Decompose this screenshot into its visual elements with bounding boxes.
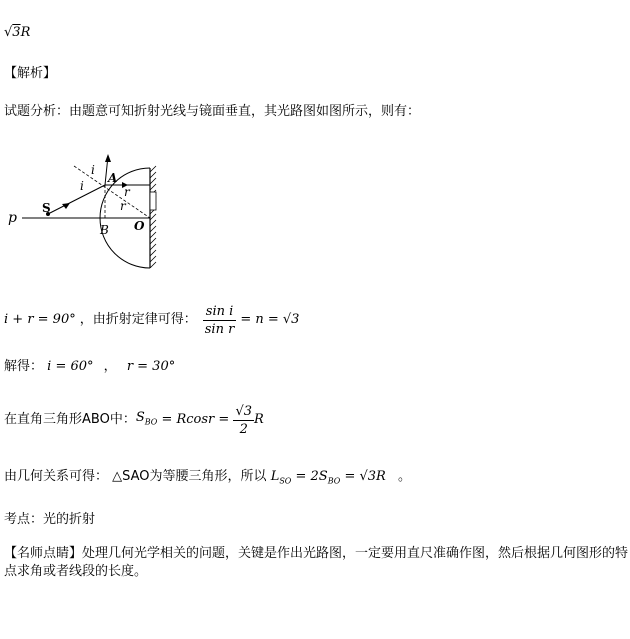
label-i-mid: i [80, 179, 84, 193]
geometry-eq: = 2S [291, 469, 328, 484]
triangle-line [4, 400, 264, 440]
geometry-L: L [270, 469, 280, 484]
triangle-label: 在直角三角形ABO中： [4, 412, 136, 427]
triangle-mid: = Rcosr = [157, 412, 234, 427]
triangle-den: 2 [239, 421, 248, 437]
answer-line [4, 24, 30, 42]
solve-line [4, 358, 175, 376]
analysis-intro: 试题分析：由题意可知折射光线与镜面垂直，其光路图如图所示，则有： [4, 104, 421, 119]
label-B: B [100, 223, 109, 237]
eq1-text: ，由折射定律可得： [79, 312, 197, 327]
triangle-S: S [135, 409, 145, 425]
label-p: p [8, 210, 17, 226]
label-O: O [134, 219, 145, 233]
optics-diagram [4, 148, 174, 278]
label-S: S [42, 201, 51, 215]
eq1-line [4, 300, 299, 340]
triangle-fraction [233, 403, 254, 438]
eq1-num: sin i [203, 303, 237, 321]
answer-math [4, 25, 30, 40]
solve-label: 解得： [4, 359, 44, 374]
geometry-rhs: = √3R [340, 469, 386, 484]
eq1-fraction [203, 303, 237, 338]
eq1-rhs: = n = √3 [240, 312, 300, 327]
label-A: A [108, 171, 118, 185]
triangle-num: √3 [235, 403, 252, 419]
geometry-L-sub: SO [279, 476, 292, 486]
eq1-den: sin r [204, 321, 235, 337]
geometry-S-sub: BO [327, 476, 341, 486]
answer-var: R [20, 25, 31, 40]
solve-sep: ， [103, 359, 117, 374]
geometry-end: 。 [397, 469, 411, 484]
eq1-left: i + r = 90° [4, 312, 76, 327]
radicand: 3 [12, 25, 21, 40]
solve-i: i = 60° [47, 359, 94, 374]
geometry-label: 由几何关系可得： [4, 469, 109, 484]
triangle-lhs [136, 409, 158, 432]
label-r-top: r [124, 185, 130, 199]
triangle-sub: BO [144, 417, 158, 427]
kaodian: 考点：光的折射 [4, 512, 96, 527]
jiexi-heading: 【解析】 [4, 66, 57, 81]
teacher-tip: 【名师点睛】处理几何光学相关的问题，关键是作出光路图，一定要用直尺准确作图，然后根据几何图形的特点求角或者线段的长度。 [4, 546, 629, 579]
geometry-line [4, 468, 411, 491]
label-i-top: i [91, 163, 95, 177]
geometry-tri: △SAO为等腰三角形，所以 [112, 469, 267, 484]
triangle-tail: R [254, 412, 264, 427]
geometry-formula [271, 469, 386, 484]
label-r-mid: r [120, 199, 126, 213]
sqrt-symbol: √ [4, 25, 13, 40]
solve-r: r = 30° [126, 359, 176, 374]
